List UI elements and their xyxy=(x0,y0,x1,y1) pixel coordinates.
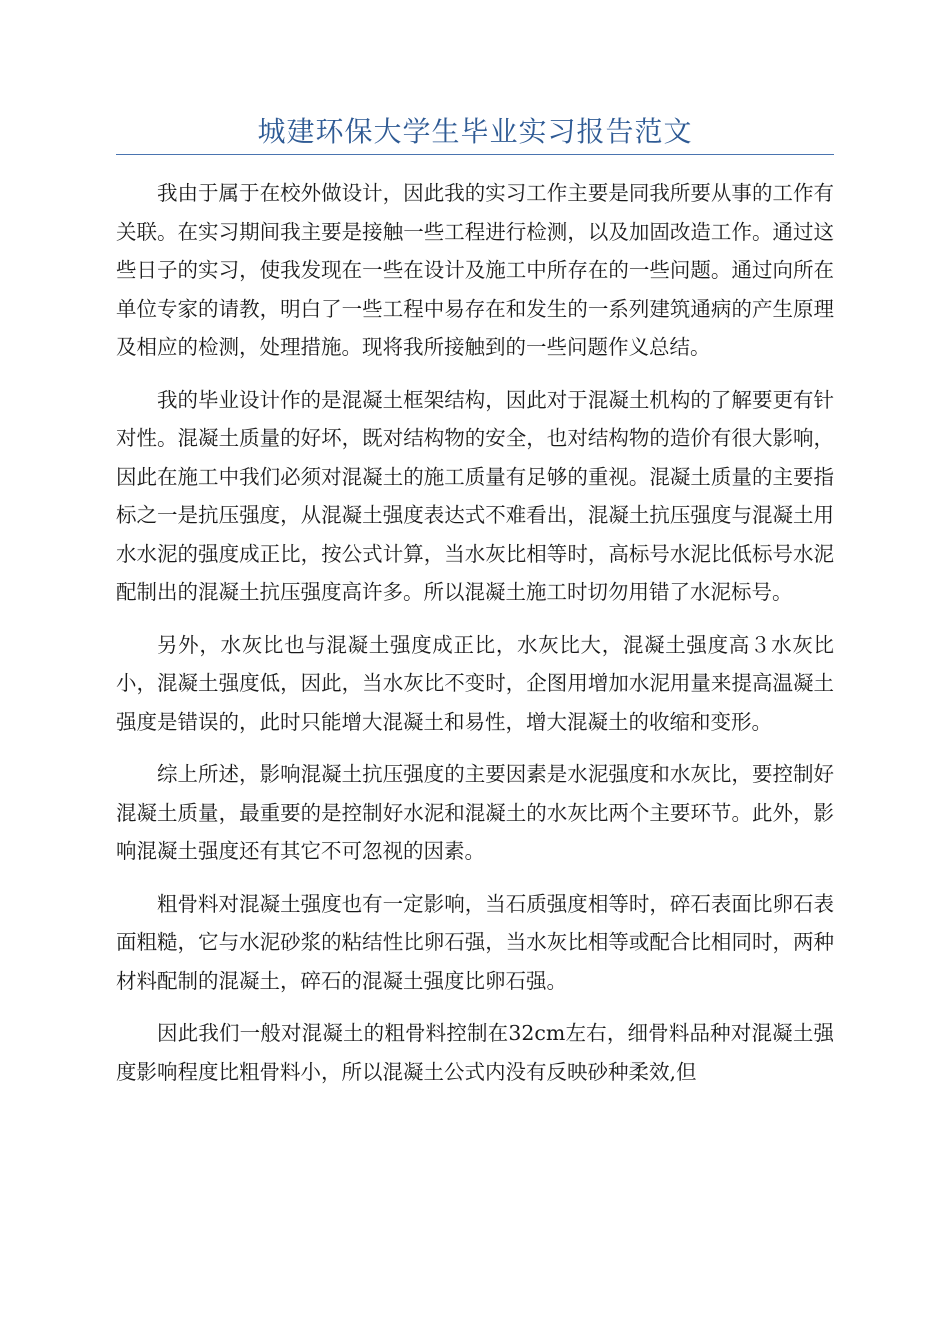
paragraph-5: 粗骨料对混凝土强度也有一定影响，当石质强度相等时，碎石表面比卵石表面粗糙，它与水泥砂浆的粘结性比卵石强，当水灰比相等或配合比相同时，两种材料配制的混凝土，碎石的混凝土强度比卵石强。 xyxy=(116,891,834,993)
paragraph-3: 另外，水灰比也与混凝土强度成正比，水灰比大，混凝土强度高３水灰比小，混凝土强度低，因此，当水灰比不变时，企图用增加水泥用量来提高温凝土强度是错误的，此时只能增大混凝土和易性，增大混凝土的收缩和变形。 xyxy=(116,632,834,734)
paragraph-2: 我的毕业设计作的是混凝土框架结构，因此对于混凝土机构的了解要更有针对性。混凝土质量的好坏，既对结构物的安全，也对结构物的造价有很大影响，因此在施工中我们必须对混凝土的施工质量有足够的重视。混凝土质量的主要指标之一是抗压强度，从混凝土强度表达式不难看出，混凝土抗压强度与混凝土用水水泥的强度成正比，按公式计算，当水灰比相等时，高标号水泥比低标号水泥配制出的混凝土抗压强度高许多。所以混凝土施工时切勿用错了水泥标号。 xyxy=(116,387,834,604)
document-title: 城建环保大学生毕业实习报告范文 xyxy=(257,115,693,148)
paragraph-6: 因此我们一般对混凝土的粗骨料控制在32cm左右，细骨料品种对混凝土强度影响程度比粗骨料小，所以混凝土公式内没有反映砂种柔效,但 xyxy=(116,1021,834,1084)
paragraph-4: 综上所述，影响混凝土抗压强度的主要因素是水泥强度和水灰比，要控制好混凝土质量，最重要的是控制好水泥和混凝土的水灰比两个主要环节。此外，影响混凝土强度还有其它不可忽视的因素。 xyxy=(116,762,834,863)
document-body xyxy=(116,174,834,1105)
title-underline xyxy=(116,154,834,155)
paragraph-1: 我由于属于在校外做设计，因此我的实习工作主要是同我所要从事的工作有关联。在实习期间我主要是接触一些工程进行检测，以及加固改造工作。通过这些日子的实习，使我发现在一些在设计及施工中所存在的一些问题。通过向所在单位专家的请教，明白了一些工程中易存在和发生的一系列建筑通病的产生原理及相应的检测，处理措施。现将我所接触到的一些问题作义总结。 xyxy=(116,181,834,359)
